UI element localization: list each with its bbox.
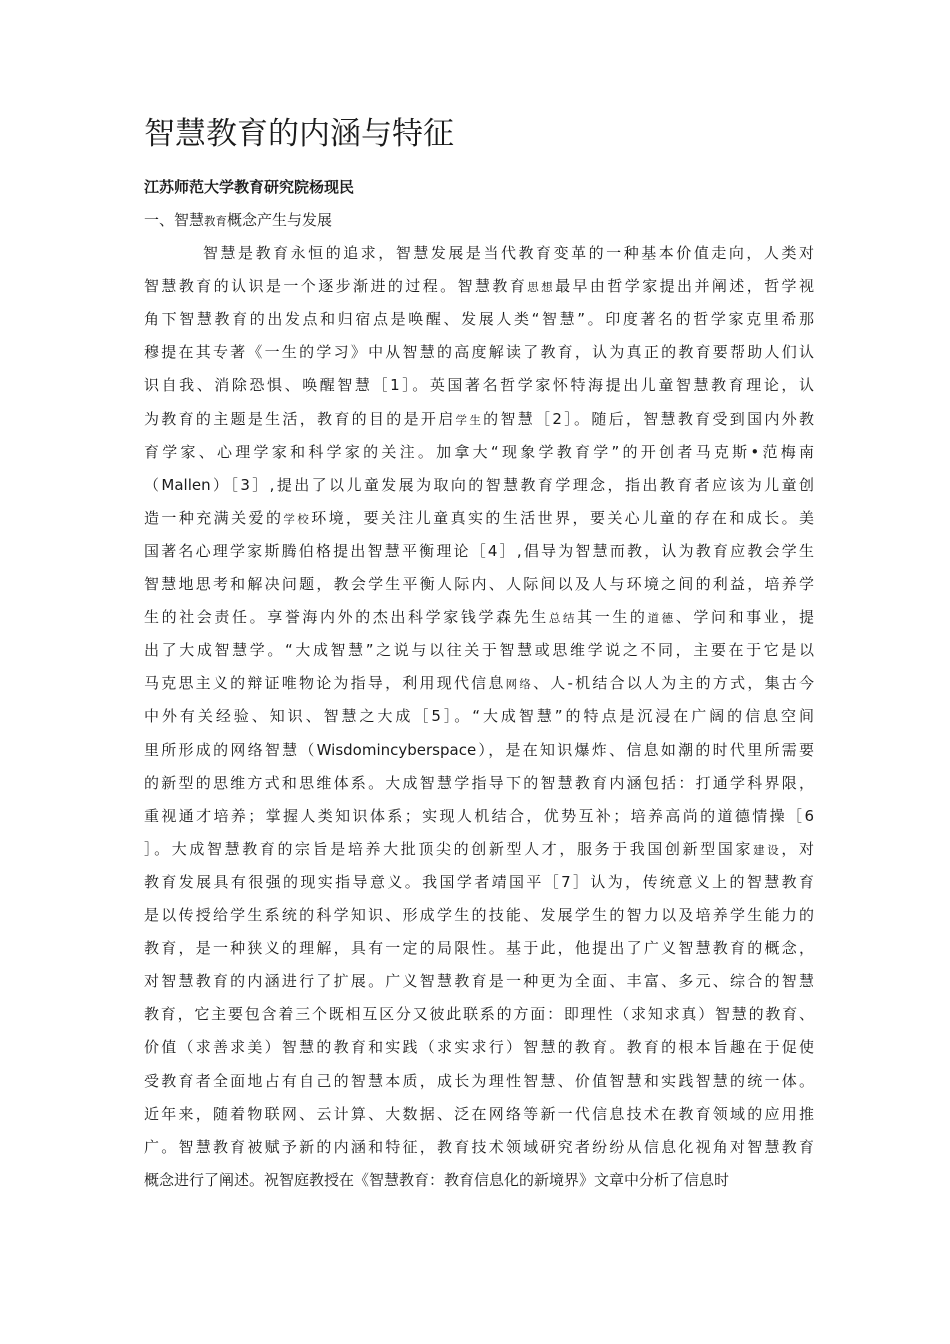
body-text-line bbox=[144, 1003, 814, 1025]
small-text-run: 总结 bbox=[548, 611, 578, 626]
text-run: 生的社会责任。享誉海内外的杰出科学家钱学森先生 bbox=[144, 608, 549, 627]
body-text-line bbox=[144, 1036, 814, 1058]
text-run: （Mallen）［3］,提出了以儿童发展为取向的智慧教育学理念，指出教育者应该为儿童创 bbox=[144, 475, 814, 494]
body-text-line bbox=[144, 507, 814, 530]
text-run: 的智慧［2］。随后，智慧教育受到国内外教 bbox=[483, 409, 815, 428]
text-run: 国著名心理学家斯腾伯格提出智慧平衡理论［4］,倡导为智慧而教，认为教育应教会学生 bbox=[144, 541, 814, 560]
section-heading-text: 一、智慧 bbox=[144, 211, 205, 229]
document-title: 智慧教育的内涵与特征 bbox=[144, 116, 454, 152]
text-run: ，对 bbox=[781, 839, 814, 858]
body-text-line bbox=[144, 606, 814, 629]
text-run: 识自我、消除恐惧、唤醒智慧［1］。英国著名哲学家怀特海提出儿童智慧教育理论，认 bbox=[144, 376, 814, 395]
body-text-line bbox=[144, 739, 814, 761]
body-text-line bbox=[144, 838, 814, 861]
text-run: 教育，它主要包含着三个既相互区分又彼此联系的方面：即理性（求知求真）智慧的教育、 bbox=[144, 1005, 814, 1024]
text-run: 受教育者全面地占有自己的智慧本质，成长为理性智慧、价值智慧和实践智慧的统一体。 bbox=[144, 1071, 814, 1090]
text-run: 重视通才培养；掌握人类知识体系；实现人机结合，优势互补；培养高尚的道德情操［6 bbox=[144, 806, 814, 825]
body-text-line bbox=[144, 275, 814, 298]
body-text-line bbox=[144, 871, 814, 893]
text-run: 里所形成的网络智慧（Wisdomincyberspace），是在知识爆炸、信息如潮的时代里所需要 bbox=[144, 740, 814, 759]
small-text-run: 学生 bbox=[455, 412, 484, 427]
body-text-line bbox=[144, 672, 814, 695]
text-run: 教育，是一种狭义的理解，具有一定的局限性。基于此，他提出了广义智慧教育的概念， bbox=[144, 939, 814, 958]
text-run: 是以传授给学生系统的科学知识、形成学生的技能、发展学生的智力以及培养学生能力的 bbox=[144, 906, 814, 924]
body-text-line bbox=[144, 374, 814, 396]
text-run: 智慧教育的认识是一个逐步渐进的过程。智慧教育 bbox=[144, 277, 528, 296]
small-text-run: 道德 bbox=[647, 611, 676, 626]
text-run: 环境，要关注儿童真实的生活世界，要关心儿童的存在和成长。美 bbox=[311, 508, 814, 527]
text-run: 近年来，随着物联网、云计算、大数据、泛在网络等新一代信息技术在教育领域的应用推 bbox=[144, 1104, 814, 1123]
small-text-run: 学校 bbox=[283, 511, 312, 526]
text-run: 穆提在其专著《一生的学习》中从智慧的高度解读了教育，认为真正的教育要帮助人们认 bbox=[144, 343, 814, 362]
text-run: 广。智慧教育被赋予新的内涵和特征，教育技术领域研究者纷纷从信息化视角对智慧教育 bbox=[144, 1137, 814, 1156]
text-run: 智慧地思考和解决问题，教会学生平衡人际内、人际间以及人与环境之间的利益，培养学 bbox=[144, 575, 814, 593]
body-text-line bbox=[144, 1103, 814, 1125]
body-text-line bbox=[144, 308, 814, 330]
body-text-line bbox=[144, 1136, 814, 1158]
small-text-run: 思想 bbox=[527, 280, 556, 295]
text-run: ］。大成智慧教育的宗旨是培养大批顶尖的创新型人才，服务于我国创新型国家 bbox=[144, 839, 754, 858]
body-text-line bbox=[144, 341, 814, 363]
body-text-line bbox=[144, 639, 814, 661]
text-run: 育学家、心理学家和科学家的关注。加拿大“现象学教育学”的开创者马克斯•范梅南 bbox=[144, 442, 814, 461]
body-text-line bbox=[144, 441, 814, 463]
body-text-line bbox=[144, 408, 814, 431]
text-run: 教育发展具有很强的现实指导意义。我国学者靖国平［7］认为，传统意义上的智慧教育 bbox=[144, 872, 814, 891]
body-text-line bbox=[144, 573, 814, 595]
section-heading-text-tail: 概念产生与发展 bbox=[227, 211, 333, 229]
section-heading-small-text: 教育 bbox=[204, 214, 228, 228]
body-text-line bbox=[144, 705, 814, 727]
body-text-line bbox=[144, 474, 814, 496]
text-run: 对智慧教育的内涵进行了扩展。广义智慧教育是一种更为全面、丰富、多元、综合的智慧 bbox=[144, 972, 814, 991]
text-run: 中外有关经验、知识、智慧之大成［5］。“大成智慧”的特点是沉浸在广阔的信息空间 bbox=[144, 707, 814, 726]
small-text-run: 网络 bbox=[505, 677, 534, 692]
text-run: 、学问和事业，提 bbox=[675, 608, 814, 627]
text-run: 为教育的主题是生活，教育的目的是开启 bbox=[144, 409, 456, 428]
text-run: 马克思主义的辩证唯物论为指导，利用现代信息 bbox=[144, 674, 506, 693]
text-run: 的新型的思维方式和思维体系。大成智慧学指导下的智慧教育内涵包括：打通学科界限， bbox=[144, 773, 814, 792]
small-text-run: 建设 bbox=[753, 842, 782, 857]
text-run: 出了大成智慧学。“大成智慧”之说与以往关于智慧或思维学说之不同，主要在于它是以 bbox=[144, 641, 814, 660]
body-text-line bbox=[144, 937, 814, 959]
body-text-line bbox=[144, 540, 814, 562]
body-text-line bbox=[144, 1169, 814, 1191]
body-text-line bbox=[144, 772, 814, 794]
text-run: 其一生的 bbox=[577, 608, 648, 627]
text-run: 价值（求善求美）智慧的教育和实践（求实求行）智慧的教育。教育的根本旨趣在于促使 bbox=[144, 1038, 814, 1057]
text-run: 、人-机结合以人为主的方式，集古今 bbox=[533, 674, 815, 693]
body-text-line bbox=[144, 805, 814, 827]
body-text-line bbox=[144, 904, 814, 926]
body-text-line bbox=[203, 242, 814, 264]
section-heading bbox=[144, 209, 332, 232]
text-run: 最早由哲学家提出并阐述，哲学视 bbox=[555, 277, 814, 296]
text-run: 概念进行了阐述。祝智庭教授在《智慧教育：教育信息化的新境界》文章中分析了信息时 bbox=[144, 1170, 730, 1189]
body-text-line bbox=[144, 1070, 814, 1092]
body-text-line bbox=[144, 970, 814, 992]
text-run: 造一种充满关爱的 bbox=[144, 508, 284, 527]
text-run: 智慧是教育永恒的追求，智慧发展是当代教育变革的一种基本价值走向，人类对 bbox=[203, 244, 814, 262]
text-run: 角下智慧教育的出发点和归宿点是唤醒、发展人类“智慧”。印度著名的哲学家克里希那 bbox=[144, 310, 814, 329]
author-line: 江苏师范大学教育研究院杨现民 bbox=[144, 178, 355, 196]
